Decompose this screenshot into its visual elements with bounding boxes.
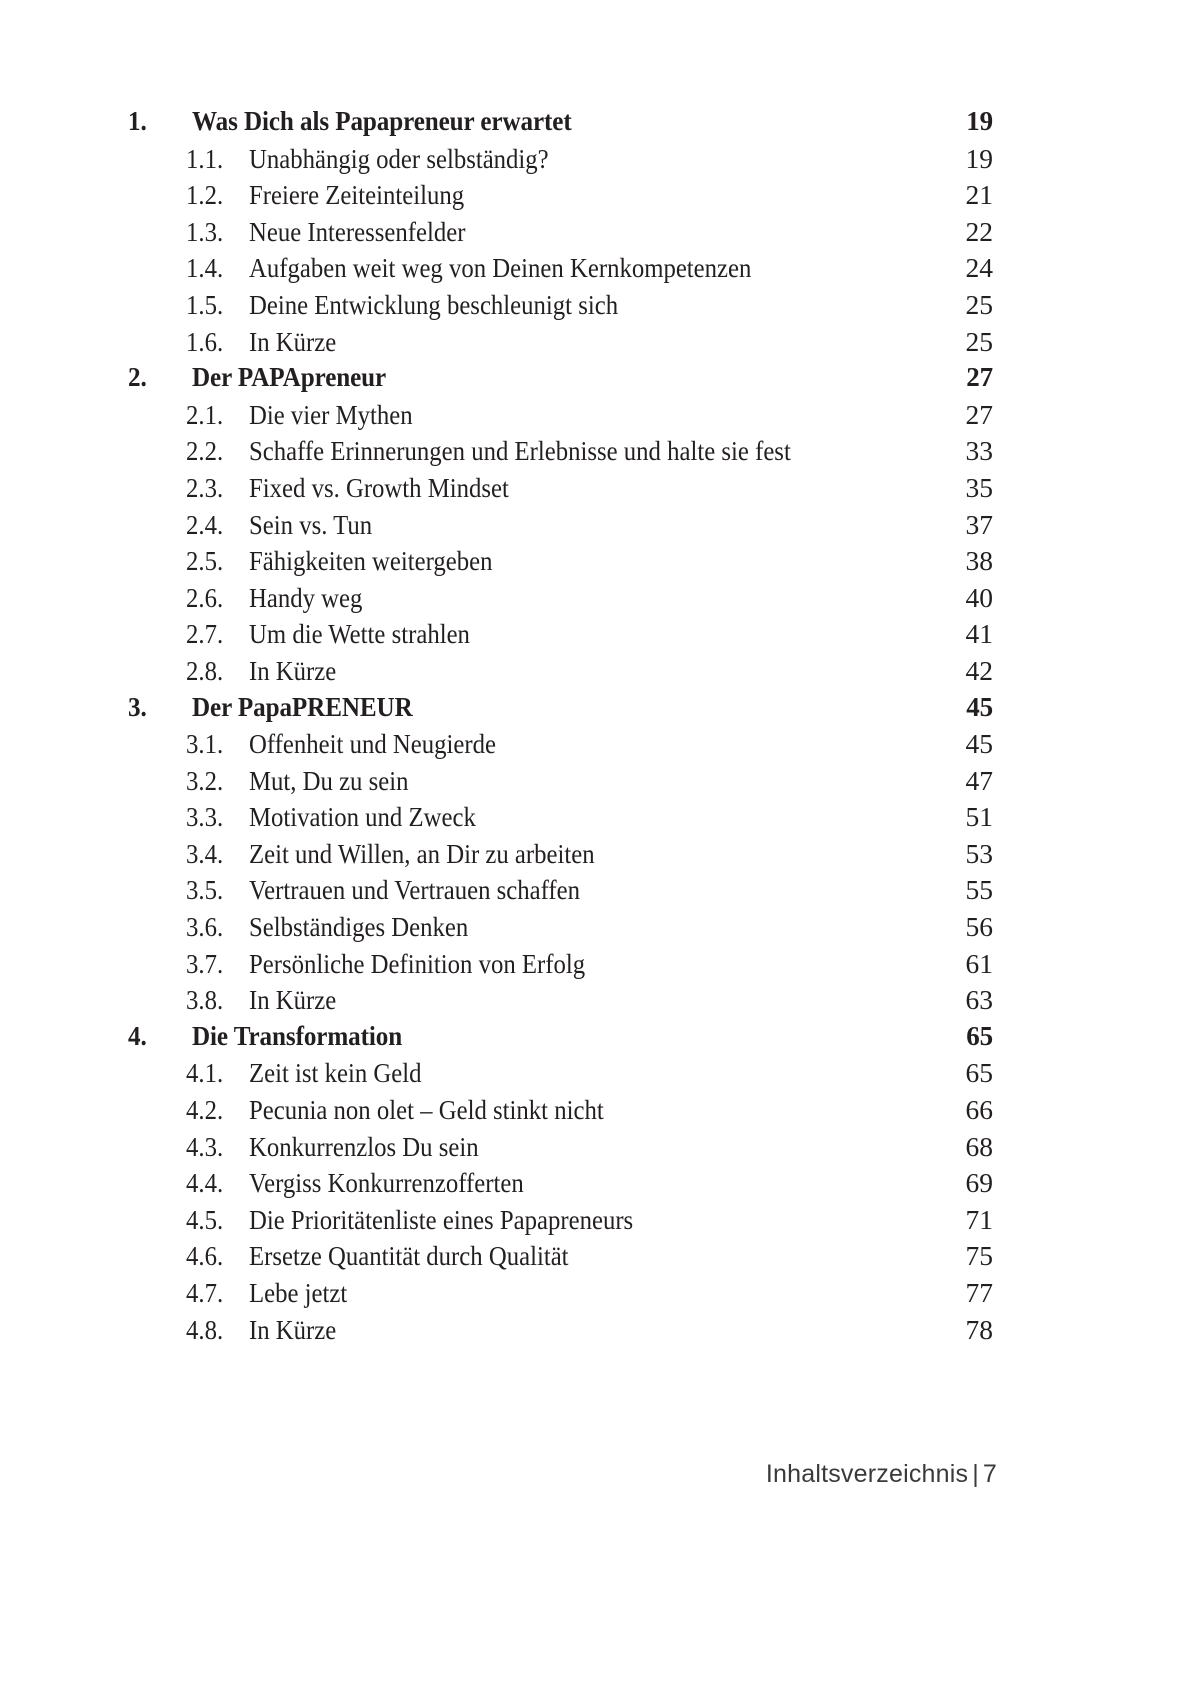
toc-entry-number: 4.2. bbox=[186, 1094, 224, 1126]
toc-entry-page-number: 38 bbox=[965, 545, 993, 577]
toc-entry-title: Die Transformation bbox=[192, 1020, 403, 1051]
toc-entry-title: Fixed vs. Growth Mindset bbox=[249, 471, 509, 503]
toc-entry-number: 4.1. bbox=[186, 1057, 224, 1089]
toc-entry-page-number: 66 bbox=[965, 1094, 993, 1126]
toc-entry-title: Ersetze Quantität durch Qualität bbox=[249, 1240, 569, 1272]
toc-entry-page-number: 24 bbox=[965, 252, 993, 284]
toc-entry-title: Sein vs. Tun bbox=[249, 508, 373, 540]
toc-entry-number: 4.5. bbox=[186, 1203, 224, 1235]
toc-entry-page-number: 42 bbox=[965, 654, 993, 686]
toc-entry-page-number: 77 bbox=[965, 1277, 993, 1308]
toc-entry-number: 3.1. bbox=[186, 728, 224, 760]
toc-entry-title: Schaffe Erinnerungen und Erlebnisse und halte sie fest bbox=[249, 435, 791, 467]
toc-entry-page-number: 47 bbox=[965, 764, 993, 796]
toc-entry-number: 2.3. bbox=[186, 471, 224, 503]
toc-entry-page-number: 71 bbox=[965, 1203, 993, 1235]
toc-entry-title: Persönliche Definition von Erfolg bbox=[249, 947, 586, 979]
toc-entry-page-number: 22 bbox=[965, 215, 993, 247]
toc-entry-title: Der PAPApreneur bbox=[192, 362, 387, 393]
toc-entry-page-number: 69 bbox=[965, 1167, 993, 1199]
toc-entry-page-number: 53 bbox=[965, 837, 993, 869]
toc-entry-number: 2.7. bbox=[186, 618, 224, 650]
footer-page-number: 7 bbox=[982, 1460, 997, 1488]
toc-entry-page-number: 33 bbox=[965, 435, 993, 467]
toc-entry-number: 4.7. bbox=[186, 1277, 224, 1308]
toc-section-row[interactable] bbox=[128, 326, 993, 363]
toc-entry-page-number: 56 bbox=[965, 911, 993, 943]
toc-entry-title: Vertrauen und Vertrauen schaffen bbox=[249, 874, 581, 906]
toc-entry-page-number: 35 bbox=[965, 471, 993, 503]
toc-entry-title: Fähigkeiten weitergeben bbox=[249, 545, 493, 577]
toc-entry-title: Mut, Du zu sein bbox=[249, 764, 409, 796]
toc-entry-page-number: 19 bbox=[965, 142, 993, 174]
toc-entry-page-number: 25 bbox=[965, 325, 993, 357]
toc-section-row[interactable] bbox=[128, 765, 993, 802]
toc-entry-title: Aufgaben weit weg von Deinen Kernkompetenzen bbox=[249, 252, 752, 284]
toc-entry-number: 4. bbox=[128, 1020, 147, 1051]
toc-entry-title: Neue Interessenfelder bbox=[249, 215, 466, 247]
toc-entry-title: Motivation und Zweck bbox=[249, 801, 476, 833]
toc-section-row[interactable] bbox=[128, 838, 993, 875]
toc-section-row[interactable] bbox=[128, 728, 993, 765]
toc-entry-number: 3.6. bbox=[186, 911, 224, 943]
toc-entry-title: Der PapaPRENEUR bbox=[192, 691, 413, 722]
toc-entry-number: 3.5. bbox=[186, 874, 224, 906]
toc-entry-title: Zeit ist kein Geld bbox=[249, 1057, 422, 1089]
toc-section-row[interactable] bbox=[128, 801, 993, 838]
toc-entry-number: 2.4. bbox=[186, 508, 224, 540]
toc-entry-title: Freiere Zeiteinteilung bbox=[249, 179, 465, 211]
toc-entry-title: Pecunia non olet – Geld stinkt nicht bbox=[249, 1094, 604, 1126]
toc-entry-title: Unabhängig oder selbständig? bbox=[249, 142, 549, 174]
toc-entry-title: Deine Entwicklung beschleunigt sich bbox=[249, 288, 619, 320]
toc-entry-page-number: 19 bbox=[966, 106, 993, 136]
toc-entry-title: Was Dich als Papapreneur erwartet bbox=[192, 106, 572, 136]
toc-chapter-row[interactable] bbox=[128, 362, 993, 399]
toc-entry-number: 1.5. bbox=[186, 288, 224, 320]
toc-entry-title: Konkurrenzlos Du sein bbox=[249, 1130, 479, 1162]
toc-entry-number: 4.6. bbox=[186, 1240, 224, 1272]
toc-section-row[interactable] bbox=[128, 399, 993, 436]
toc-entry-number: 4.8. bbox=[186, 1313, 224, 1345]
toc-entry-page-number: 51 bbox=[965, 801, 993, 833]
toc-section-row[interactable] bbox=[128, 984, 993, 1021]
toc-section-row[interactable] bbox=[128, 545, 993, 582]
toc-entry-page-number: 78 bbox=[965, 1313, 993, 1345]
toc-entry-page-number: 25 bbox=[965, 288, 993, 320]
toc-entry-number: 3.3. bbox=[186, 801, 224, 833]
footer-separator: | bbox=[972, 1460, 979, 1488]
toc-section-row[interactable] bbox=[128, 179, 993, 216]
toc-entry-title: Vergiss Konkurrenzofferten bbox=[249, 1167, 524, 1199]
toc-entry-number: 3. bbox=[128, 691, 147, 722]
toc-entry-page-number: 45 bbox=[966, 691, 993, 722]
toc-entry-page-number: 61 bbox=[965, 947, 993, 979]
toc-entry-page-number: 65 bbox=[965, 1057, 993, 1089]
toc-entry-page-number: 37 bbox=[965, 508, 993, 540]
toc-section-row[interactable] bbox=[128, 1131, 993, 1168]
toc-section-row[interactable] bbox=[128, 1167, 993, 1204]
toc-entry-page-number: 41 bbox=[965, 618, 993, 650]
toc-section-row[interactable] bbox=[128, 252, 993, 289]
toc-section-row[interactable] bbox=[128, 216, 993, 253]
toc-entry-page-number: 68 bbox=[965, 1130, 993, 1162]
toc-entry-page-number: 55 bbox=[965, 874, 993, 906]
toc-section-row[interactable] bbox=[128, 1057, 993, 1094]
toc-entry-title: In Kürze bbox=[249, 325, 337, 357]
toc-entry-title: Die vier Mythen bbox=[249, 398, 413, 430]
toc-entry-number: 1.3. bbox=[186, 215, 224, 247]
toc-entry-number: 2. bbox=[128, 362, 147, 393]
toc-section-row[interactable] bbox=[128, 874, 993, 911]
toc-entry-title: Lebe jetzt bbox=[249, 1277, 348, 1308]
toc-entry-title: In Kürze bbox=[249, 1313, 337, 1345]
toc-entry-page-number: 27 bbox=[966, 362, 993, 393]
toc-entry-number: 3.8. bbox=[186, 984, 224, 1016]
toc-entry-number: 3.2. bbox=[186, 764, 224, 796]
toc-section-row[interactable] bbox=[128, 1204, 993, 1241]
toc-section-row[interactable] bbox=[128, 655, 993, 692]
toc-entry-page-number: 45 bbox=[965, 728, 993, 760]
toc-entry-number: 2.6. bbox=[186, 581, 224, 613]
table-of-contents bbox=[128, 106, 993, 1350]
toc-chapter-row[interactable] bbox=[128, 106, 993, 143]
toc-section-row[interactable] bbox=[128, 911, 993, 948]
toc-entry-number: 4.3. bbox=[186, 1130, 224, 1162]
footer-section-label: Inhaltsverzeichnis bbox=[765, 1460, 969, 1488]
toc-entry-number: 2.2. bbox=[186, 435, 224, 467]
toc-entry-number: 1.6. bbox=[186, 325, 224, 357]
toc-chapter-row[interactable] bbox=[128, 692, 993, 729]
toc-entry-title: Um die Wette strahlen bbox=[249, 618, 470, 650]
toc-entry-title: In Kürze bbox=[249, 654, 337, 686]
toc-section-row[interactable] bbox=[128, 1277, 993, 1314]
toc-entry-page-number: 75 bbox=[965, 1240, 993, 1272]
toc-section-row[interactable] bbox=[128, 1094, 993, 1131]
toc-chapter-row[interactable] bbox=[128, 1021, 993, 1058]
toc-entry-title: Selbständiges Denken bbox=[249, 911, 469, 943]
toc-entry-number: 2.5. bbox=[186, 545, 224, 577]
toc-entry-page-number: 40 bbox=[965, 581, 993, 613]
toc-entry-number: 2.1. bbox=[186, 398, 224, 430]
toc-entry-number: 3.7. bbox=[186, 947, 224, 979]
toc-section-row[interactable] bbox=[128, 472, 993, 509]
toc-section-row[interactable] bbox=[128, 582, 993, 619]
toc-entry-title: Offenheit und Neugierde bbox=[249, 728, 496, 760]
toc-section-row[interactable] bbox=[128, 509, 993, 546]
toc-entry-number: 1. bbox=[128, 106, 147, 136]
toc-section-row[interactable] bbox=[128, 1240, 993, 1277]
toc-entry-page-number: 21 bbox=[965, 179, 993, 211]
toc-entry-number: 1.2. bbox=[186, 179, 224, 211]
toc-section-row[interactable] bbox=[128, 143, 993, 180]
toc-entry-page-number: 63 bbox=[965, 984, 993, 1016]
toc-section-row[interactable] bbox=[128, 948, 993, 985]
toc-entry-title: Die Prioritätenliste eines Papapreneurs bbox=[249, 1203, 634, 1235]
toc-entry-number: 2.8. bbox=[186, 654, 224, 686]
toc-entry-number: 1.1. bbox=[186, 142, 224, 174]
toc-section-row[interactable] bbox=[128, 1314, 993, 1351]
toc-entry-title: In Kürze bbox=[249, 984, 337, 1016]
page-footer bbox=[766, 1460, 997, 1489]
toc-section-row[interactable] bbox=[128, 289, 993, 326]
toc-entry-page-number: 27 bbox=[965, 398, 993, 430]
toc-entry-page-number: 65 bbox=[966, 1020, 993, 1051]
toc-entry-title: Zeit und Willen, an Dir zu arbeiten bbox=[249, 837, 595, 869]
toc-entry-number: 3.4. bbox=[186, 837, 224, 869]
toc-entry-number: 4.4. bbox=[186, 1167, 224, 1199]
toc-entry-number: 1.4. bbox=[186, 252, 224, 284]
toc-section-row[interactable] bbox=[128, 618, 993, 655]
toc-section-row[interactable] bbox=[128, 435, 993, 472]
toc-entry-title: Handy weg bbox=[249, 581, 363, 613]
